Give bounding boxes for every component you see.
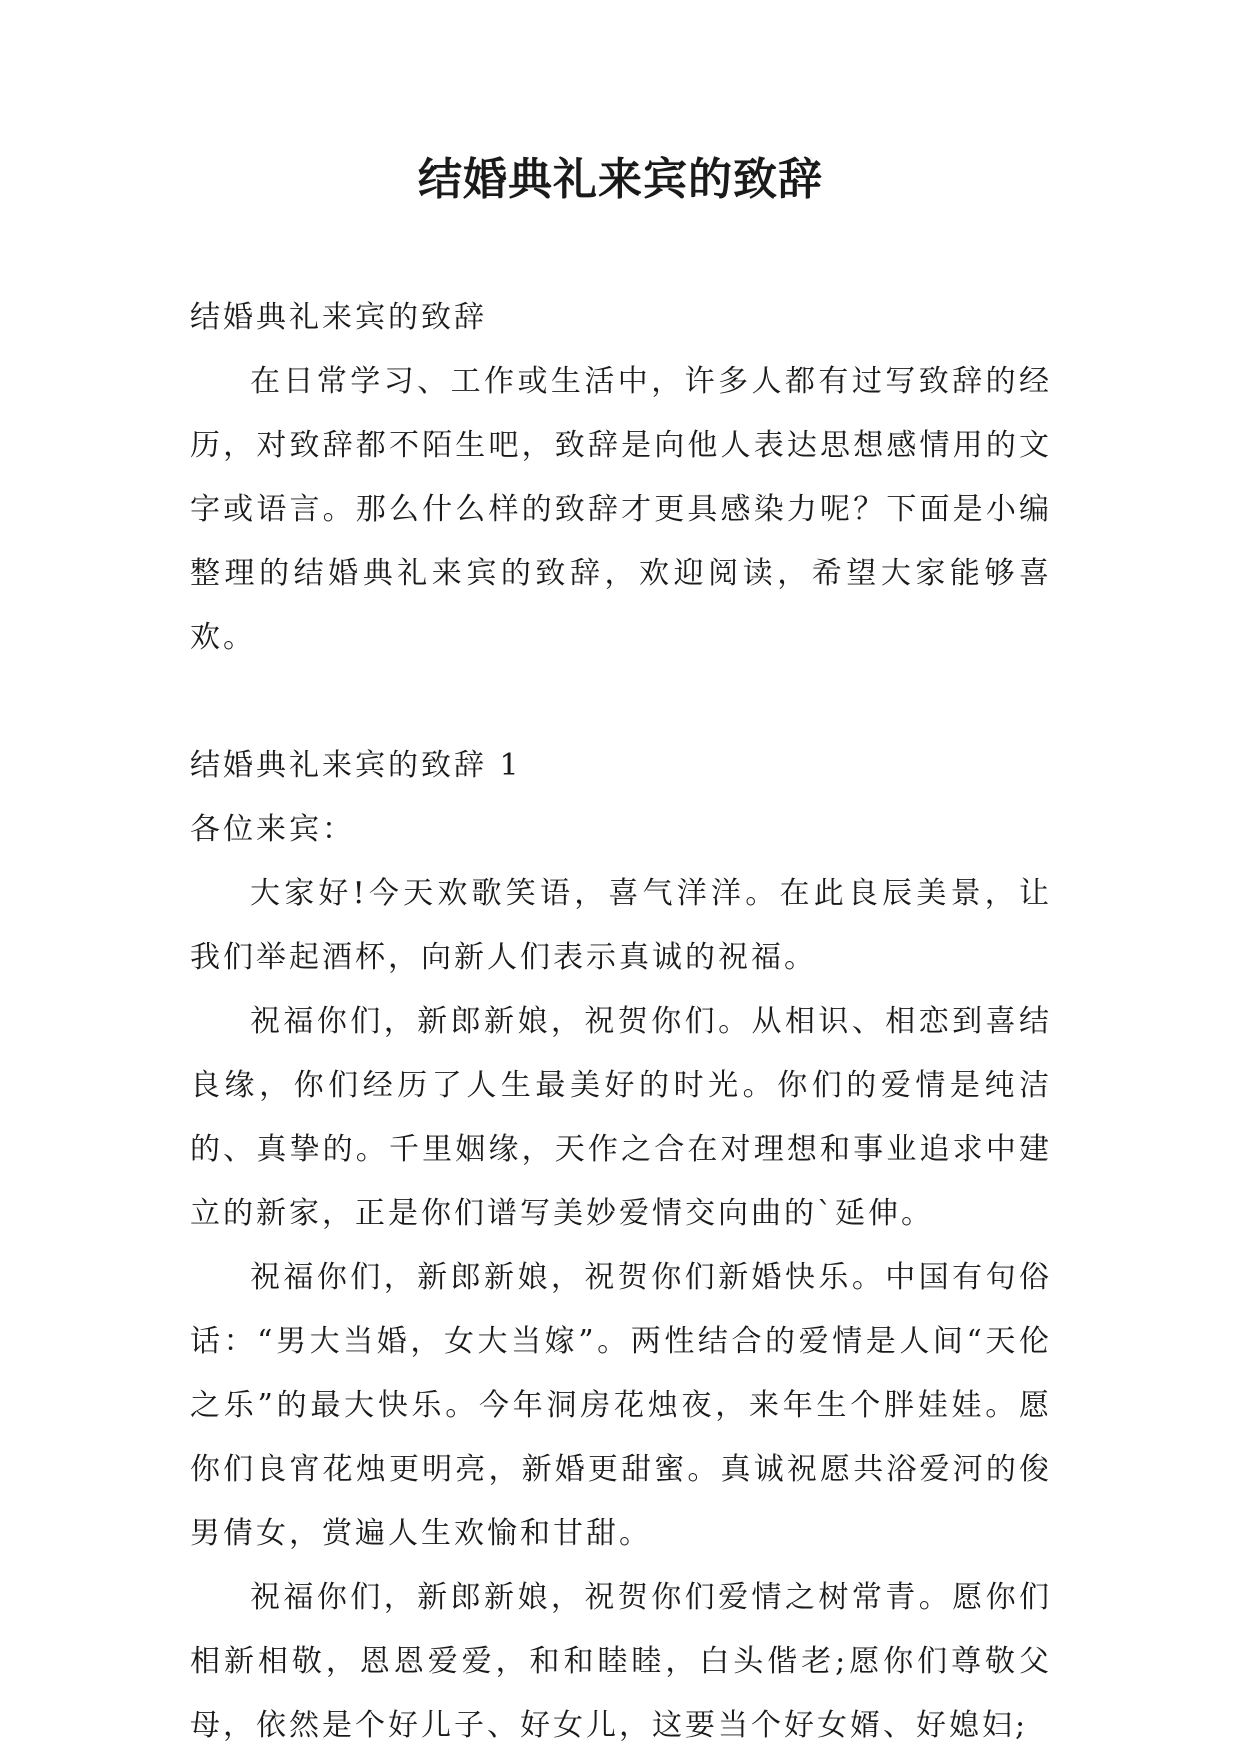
body-paragraph: 祝福你们，新郎新娘，祝贺你们爱情之树常青。愿你们相新相敬，恩恩爱爱，和和睦睦，白头偕老;愿你们尊敬父母，依然是个好儿子、好女儿，这要当个好女婿、好媳妇; [190, 1580, 1052, 1743]
document-title: 结婚典礼来宾的致辞 [418, 154, 823, 205]
body-paragraph: 祝福你们，新郎新娘，祝贺你们新婚快乐。中国有句俗话：“男大当婚，女大当嫁”。两性结合的爱情是人间“天伦之乐”的最大快乐。今年洞房花烛夜，来年生个胖娃娃。愿你们良宵花烛更明亮，新婚更甜蜜。真诚祝愿共浴爱河的俊男倩女，赏遍人生欢愉和甘甜。 [190, 1260, 1052, 1551]
document-subtitle: 结婚典礼来宾的致辞 [190, 300, 487, 335]
body-paragraph: 祝福你们，新郎新娘，祝贺你们。从相识、相恋到喜结良缘，你们经历了人生最美好的时光。你们的爱情是纯洁的、真挚的。千里姻缘，天作之合在对理想和事业追求中建立的新家，正是你们谱写美妙爱情交向曲的`延伸。 [190, 1004, 1052, 1231]
document-body [190, 286, 1052, 1758]
salutation: 各位来宾： [190, 812, 355, 847]
intro-paragraph: 在日常学习、工作或生活中，许多人都有过写致辞的经历，对致辞都不陌生吧，致辞是向他人表达思想感情用的文字或语言。那么什么样的致辞才更具感染力呢？下面是小编整理的结婚典礼来宾的致辞，欢迎阅读，希望大家能够喜欢。 [190, 364, 1052, 655]
section-heading: 结婚典礼来宾的致辞 1 [190, 748, 522, 783]
body-paragraph: 大家好!今天欢歌笑语，喜气洋洋。在此良辰美景，让我们举起酒杯，向新人们表示真诚的祝福。 [190, 876, 1052, 975]
